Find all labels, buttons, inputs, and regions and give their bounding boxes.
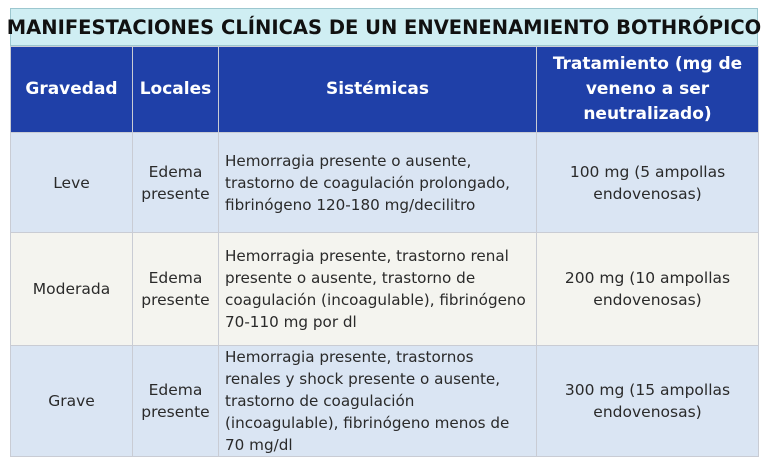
header-gravedad: Gravedad bbox=[11, 47, 133, 133]
cell-locales: Edema presente bbox=[133, 133, 219, 233]
header-tratamiento: Tratamiento (mg de veneno a ser neutralizado) bbox=[537, 47, 759, 133]
cell-tratamiento: 100 mg (5 ampollas endovenosas) bbox=[537, 133, 759, 233]
table-row bbox=[11, 346, 759, 457]
cell-tratamiento: 300 mg (15 ampollas endovenosas) bbox=[537, 346, 759, 457]
table-title: MANIFESTACIONES CLÍNICAS DE UN ENVENENAMIENTO BOTHRÓPICO bbox=[10, 8, 758, 46]
cell-sistemicas: Hemorragia presente o ausente, trastorno de coagulación prolongado, fibrinógeno 120-180 mg/decilitro bbox=[219, 133, 537, 233]
cell-sistemicas: Hemorragia presente, trastornos renales y shock presente o ausente, trastorno de coagulación (incoagulable), fibrinógeno menos de 70 mg/dl bbox=[219, 346, 537, 457]
cell-gravedad: Leve bbox=[11, 133, 133, 233]
cell-locales: Edema presente bbox=[133, 233, 219, 346]
header-sistemicas: Sistémicas bbox=[219, 47, 537, 133]
clinical-table bbox=[10, 46, 759, 457]
cell-tratamiento: 200 mg (10 ampollas endovenosas) bbox=[537, 233, 759, 346]
table-row bbox=[11, 233, 759, 346]
header-locales: Locales bbox=[133, 47, 219, 133]
header-row bbox=[11, 47, 759, 133]
table-row bbox=[11, 133, 759, 233]
cell-gravedad: Moderada bbox=[11, 233, 133, 346]
cell-locales: Edema presente bbox=[133, 346, 219, 457]
cell-gravedad: Grave bbox=[11, 346, 133, 457]
cell-sistemicas: Hemorragia presente, trastorno renal presente o ausente, trastorno de coagulación (incoagulable), fibrinógeno 70-110 mg por dl bbox=[219, 233, 537, 346]
